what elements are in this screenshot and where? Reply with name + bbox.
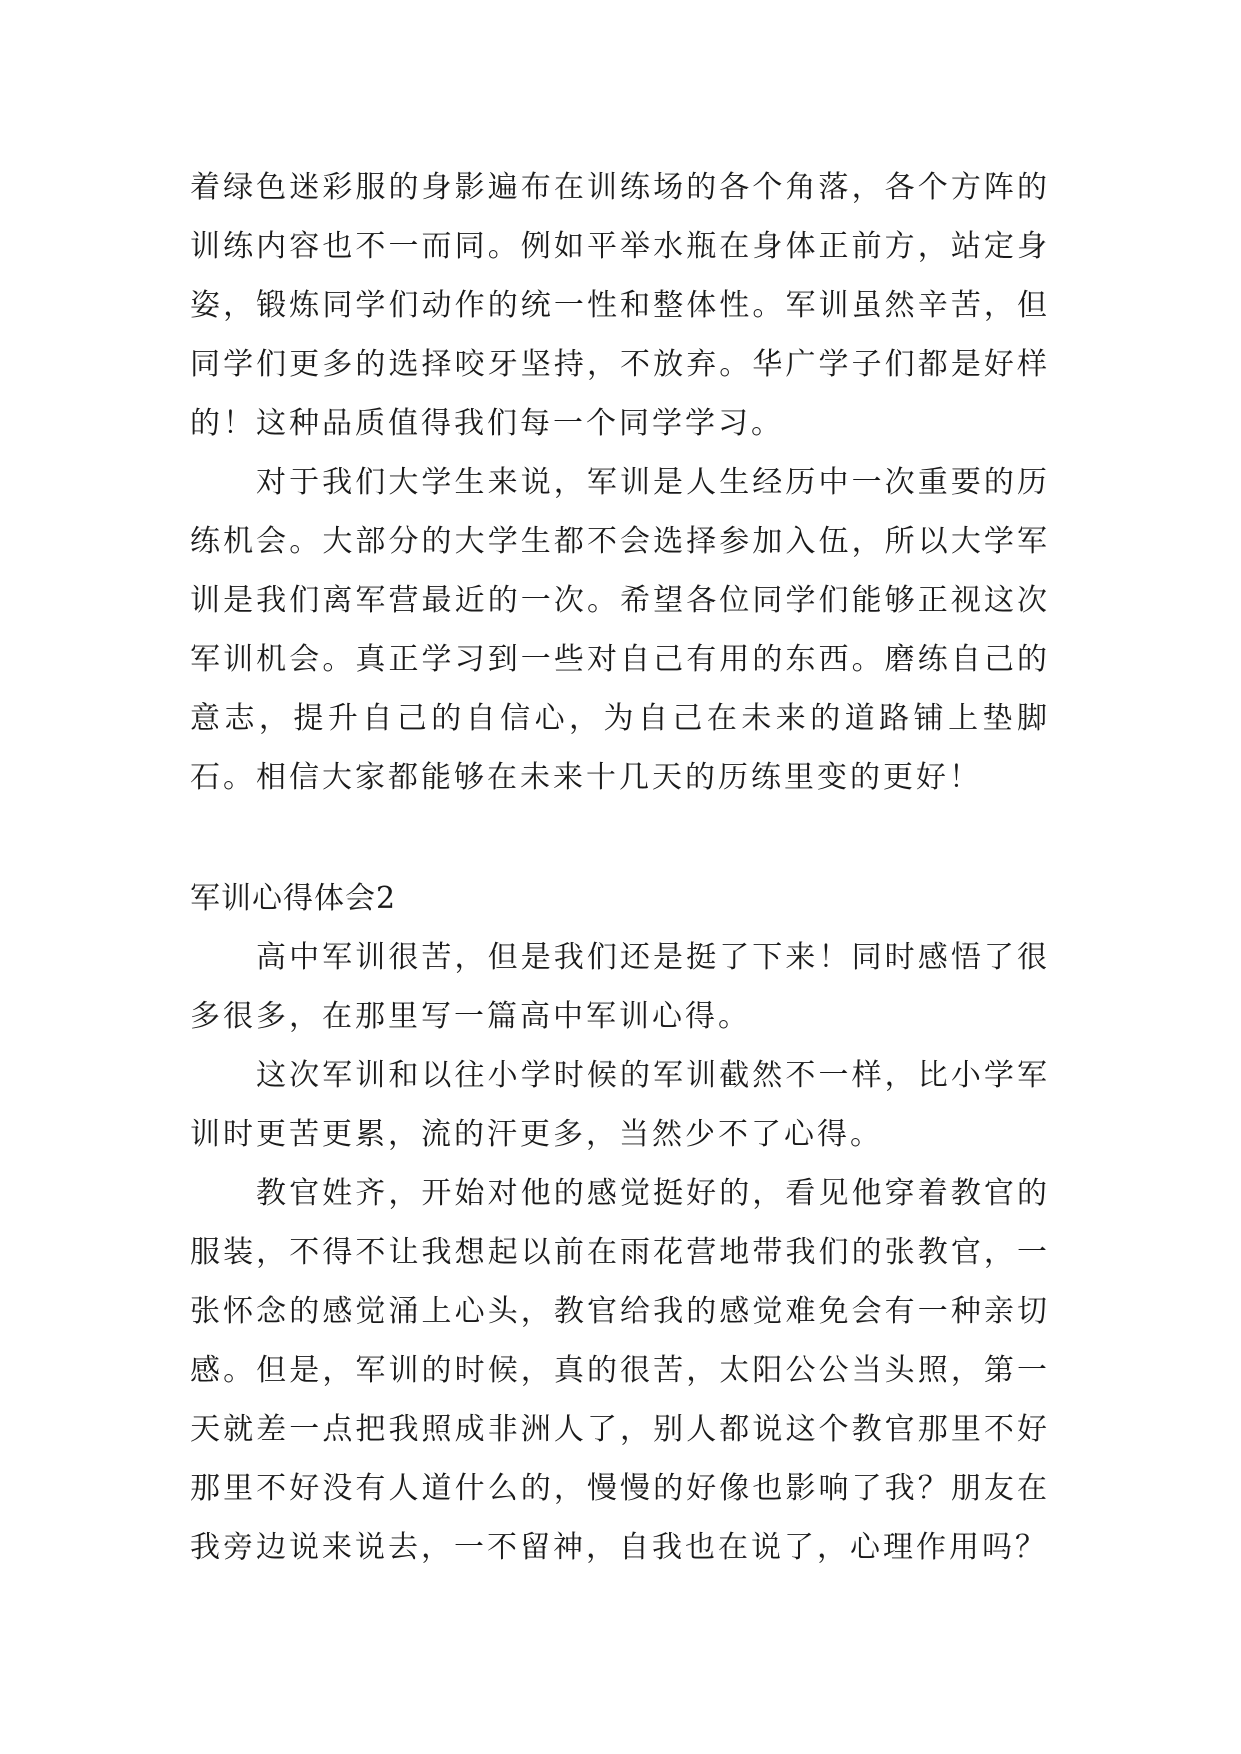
document-body — [190, 158, 1050, 1577]
paragraph: 这次军训和以往小学时候的军训截然不一样，比小学军训时更苦更累，流的汗更多，当然少不了心得。 — [190, 1058, 1050, 1152]
paragraph-continuation: 着绿色迷彩服的身影遍布在训练场的各个角落，各个方阵的训练内容也不一而同。例如平举水瓶在身体正前方，站定身姿，锻炼同学们动作的统一性和整体性。军训虽然辛苦，但同学们更多的选择咬牙坚持，不放弃。华广学子们都是好样的！这种品质值得我们每一个同学学习。 — [190, 170, 1050, 441]
paragraph: 对于我们大学生来说，军训是人生经历中一次重要的历练机会。大部分的大学生都不会选择参加入伍，所以大学军训是我们离军营最近的一次。希望各位同学们能够正视这次军训机会。真正学习到一些对自己有用的东西。磨练自己的意志，提升自己的自信心，为自己在未来的道路铺上垫脚石。相信大家都能够在未来十几天的历练里变的更好！ — [190, 465, 1050, 795]
paragraph: 高中军训很苦，但是我们还是挺了下来！同时感悟了很多很多，在那里写一篇高中军训心得。 — [190, 940, 1050, 1034]
paragraph: 教官姓齐，开始对他的感觉挺好的，看见他穿着教官的服装，不得不让我想起以前在雨花营地带我们的张教官，一张怀念的感觉涌上心头，教官给我的感觉难免会有一种亲切感。但是，军训的时候，真的很苦，太阳公公当头照，第一天就差一点把我照成非洲人了，别人都说这个教官那里不好那里不好没有人道什么的，慢慢的好像也影响了我？朋友在我旁边说来说去，一不留神，自我也在说了，心理作用吗？ — [190, 1176, 1050, 1565]
section-title: 军训心得体会2 — [190, 881, 397, 916]
